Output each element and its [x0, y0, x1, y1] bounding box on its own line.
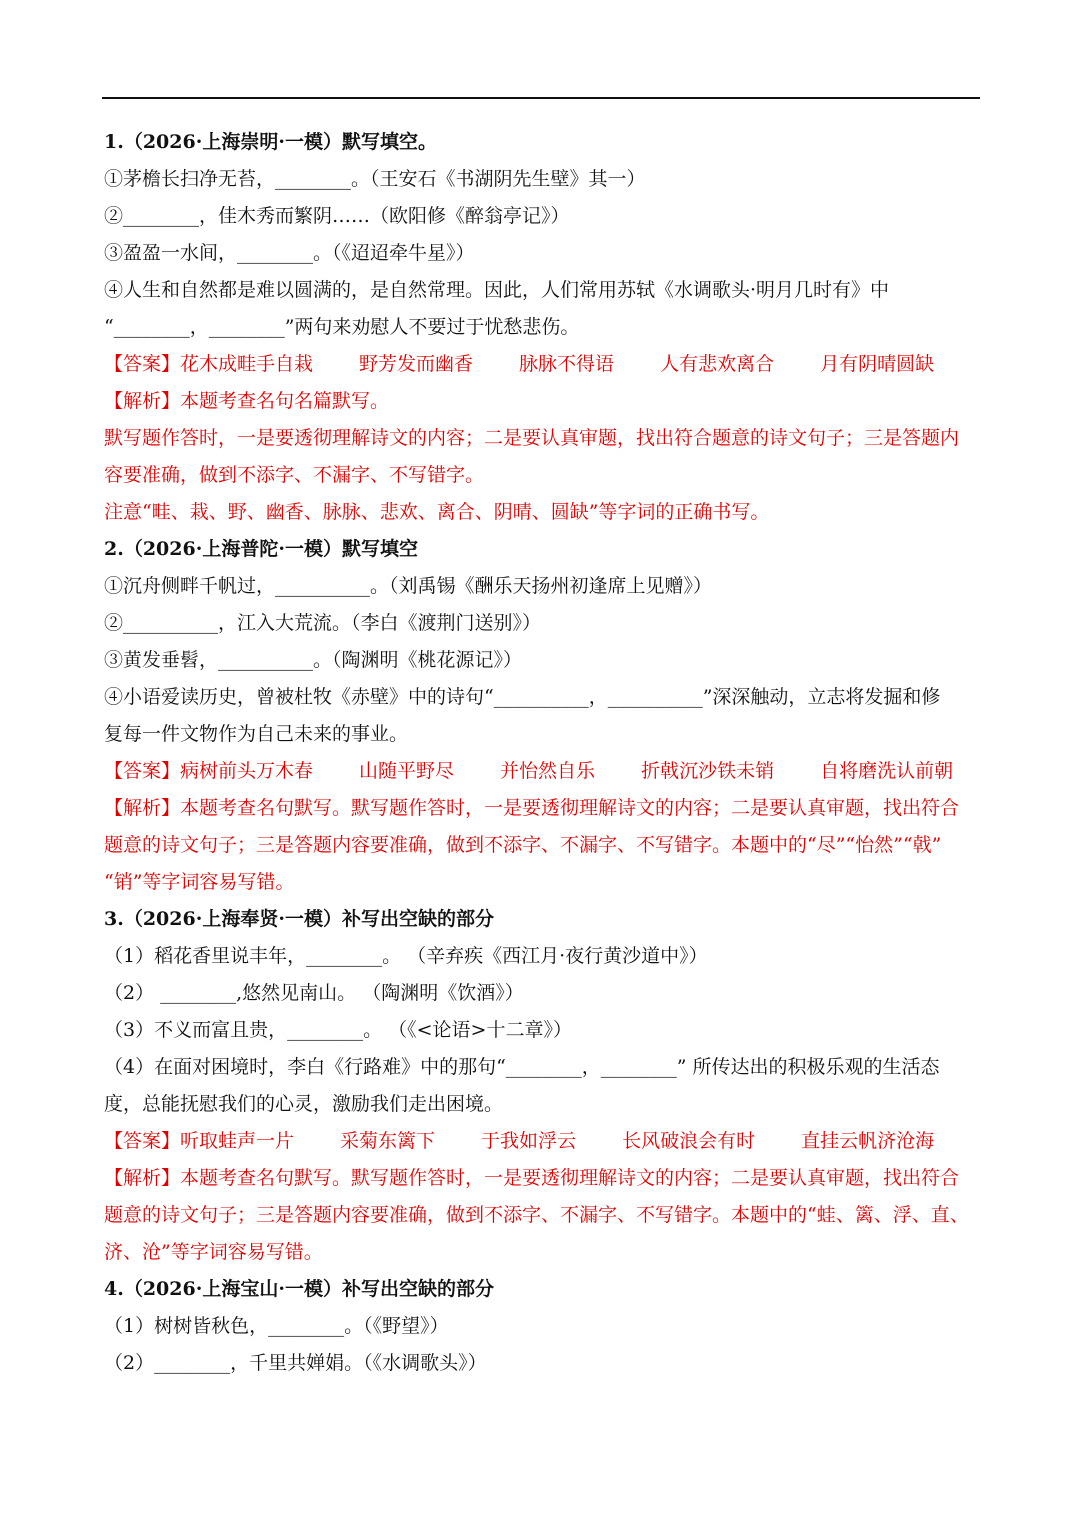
question-line: （4）在面对困境时，李白《行路难》中的那句“________，________” 所传达出的积极乐观的生活态 — [104, 1056, 940, 1078]
question-line: 复每一件文物作为自己未来的事业。 — [104, 723, 409, 745]
analysis-tag: 【解析】 — [104, 1167, 181, 1189]
document-body — [104, 124, 980, 1382]
question-line: ④小语爱读历史，曾被杜牧《赤壁》中的诗句“__________，__________”深深触动，立志将发掘和修 — [104, 686, 941, 708]
answer-item: 直挂云帆济沧海 — [801, 1130, 935, 1152]
question-line: ③盈盈一水间，________。（《迢迢牵牛星》） — [104, 242, 475, 264]
analysis-text: 注意“畦、栽、野、幽香、脉脉、悲欢、离合、阴晴、圆缺”等字词的正确书写。 — [104, 501, 770, 523]
answer-item: 并怡然自乐 — [500, 760, 596, 782]
analysis-text: 题意的诗文句子；三是答题内容要准确，做到不添字、不漏字、不写错字。本题中的“尽”“怡然”“戟” — [104, 834, 942, 856]
analysis-tag: 【解析】 — [104, 797, 181, 819]
analysis-line — [104, 864, 980, 901]
analysis-text: 本题考查名句名篇默写。 — [180, 390, 390, 412]
answer-tag: 【答案】 — [104, 353, 181, 375]
question-line: ②________，佳木秀而繁阴……（欧阳修《醉翁亭记》） — [104, 205, 570, 227]
question-line: ③黄发垂髫，__________。（陶渊明《桃花源记》） — [104, 649, 523, 671]
question-title: 4.（2026·上海宝山·一模）补写出空缺的部分 — [104, 1278, 494, 1300]
analysis-line — [104, 494, 980, 531]
analysis-line — [104, 827, 980, 864]
question-title: 1.（2026·上海崇明·一模）默写填空。 — [104, 131, 437, 153]
answer-line — [104, 753, 980, 790]
question-line: （3）不义而富且贵，________。 （《<论语>十二章》） — [104, 1019, 572, 1041]
answer-tag: 【答案】 — [104, 1130, 181, 1152]
question-4 — [104, 1271, 980, 1382]
answer-item: 听取蛙声一片 — [180, 1130, 295, 1152]
analysis-text: 本题考查名句默写。默写题作答时，一是要透彻理解诗文的内容；二是要认真审题，找出符合 — [180, 797, 960, 819]
question-title: 2.（2026·上海普陀·一模）默写填空 — [104, 538, 418, 560]
question-title: 3.（2026·上海奉贤·一模）补写出空缺的部分 — [104, 908, 494, 930]
analysis-line — [104, 457, 980, 494]
question-line: （2） ________,悠然见南山。 （陶渊明《饮酒》） — [104, 982, 524, 1004]
analysis-line — [104, 1160, 980, 1197]
question-line: ①茅檐长扫净无苔，________。（王安石《书湖阴先生壁》其一） — [104, 168, 646, 190]
answer-tag: 【答案】 — [104, 760, 181, 782]
analysis-text: 容要准确，做到不添字、不漏字、不写错字。 — [104, 464, 485, 486]
analysis-line — [104, 383, 980, 420]
question-2 — [104, 531, 980, 901]
analysis-text: “销”等字词容易写错。 — [104, 871, 295, 893]
analysis-tag: 【解析】 — [104, 390, 181, 412]
analysis-line — [104, 1234, 980, 1271]
analysis-line — [104, 790, 980, 827]
answer-item: 脉脉不得语 — [519, 353, 615, 375]
answer-item: 于我如浮云 — [481, 1130, 577, 1152]
answer-item: 长风破浪会有时 — [622, 1130, 756, 1152]
question-line: ④人生和自然都是难以圆满的，是自然常理。因此，人们常用苏轼《水调歌头·明月几时有》中 — [104, 279, 890, 301]
answer-item: 折戟沉沙铁未销 — [641, 760, 775, 782]
analysis-text: 题意的诗文句子；三是答题内容要准确，做到不添字、不漏字、不写错字。本题中的“蛙、篱、浮、直、 — [104, 1204, 969, 1226]
header-rule — [102, 97, 980, 99]
answer-item: 人有悲欢离合 — [660, 353, 775, 375]
analysis-line — [104, 420, 980, 457]
question-line: ②__________，江入大荒流。（李白《渡荆门送别》） — [104, 612, 542, 634]
question-line: （1）稻花香里说丰年，________。 （辛弃疾《西江月·夜行黄沙道中》） — [104, 945, 708, 967]
answer-item: 花木成畦手自栽 — [180, 353, 314, 375]
question-3 — [104, 901, 980, 1271]
answer-item: 自将磨洗认前朝 — [820, 760, 954, 782]
answer-item: 月有阴晴圆缺 — [820, 353, 935, 375]
question-line: ①沉舟侧畔千帆过，__________。（刘禹锡《酬乐天扬州初逢席上见赠》） — [104, 575, 713, 597]
question-1 — [104, 124, 980, 531]
analysis-text: 本题考查名句默写。默写题作答时，一是要透彻理解诗文的内容；二是要认真审题，找出符合 — [180, 1167, 960, 1189]
question-line: （1）树树皆秋色，________。（《野望》） — [104, 1315, 449, 1337]
answer-item: 山随平野尽 — [359, 760, 455, 782]
question-line: “________，________”两句来劝慰人不要过于忧愁悲伤。 — [104, 316, 580, 338]
question-line: 度，总能抚慰我们的心灵，激励我们走出困境。 — [104, 1093, 504, 1115]
question-line: （2）________，千里共婵娟。（《水调歌头》） — [104, 1352, 487, 1374]
answer-item: 采菊东篱下 — [340, 1130, 436, 1152]
analysis-line — [104, 1197, 980, 1234]
answer-item: 野芳发而幽香 — [359, 353, 474, 375]
analysis-text: 济、沧”等字词容易写错。 — [104, 1241, 323, 1263]
answer-line — [104, 1123, 980, 1160]
answer-item: 病树前头万木春 — [180, 760, 314, 782]
answer-line — [104, 346, 980, 383]
analysis-text: 默写题作答时，一是要透彻理解诗文的内容；二是要认真审题，找出符合题意的诗文句子；三是答题内 — [104, 427, 960, 449]
